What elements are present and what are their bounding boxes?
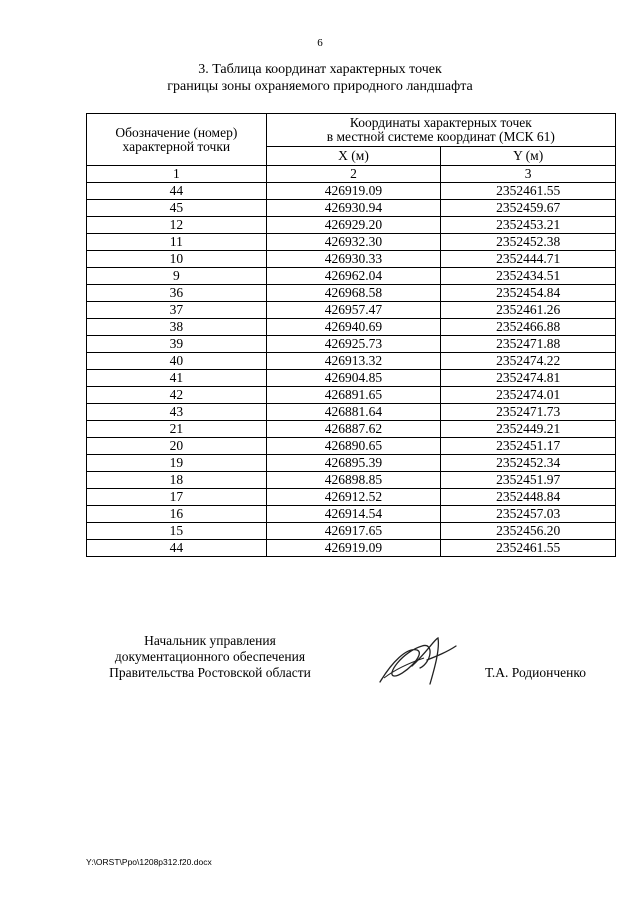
point-number: 10: [87, 251, 267, 268]
point-number: 16: [87, 506, 267, 523]
column-number: 3: [441, 166, 616, 183]
position-line: документационного обеспечения: [114, 649, 306, 664]
point-number: 9: [87, 268, 267, 285]
x-coordinate: 426929.20: [266, 217, 441, 234]
table-row: [87, 336, 616, 353]
table-row: [87, 489, 616, 506]
title-line-1: 3. Таблица координат характерных точек: [198, 62, 442, 77]
column-number: 2: [266, 166, 441, 183]
x-coordinate: 426912.52: [266, 489, 441, 506]
x-coordinate: 426932.30: [266, 234, 441, 251]
x-coordinate: 426930.94: [266, 200, 441, 217]
point-number: 44: [87, 540, 267, 557]
point-number: 40: [87, 353, 267, 370]
x-coordinate: 426968.58: [266, 285, 441, 302]
x-coordinate: 426887.62: [266, 421, 441, 438]
x-coordinate: 426919.09: [266, 183, 441, 200]
point-number: 20: [87, 438, 267, 455]
header-x: X (м): [266, 147, 441, 166]
point-number: 15: [87, 523, 267, 540]
y-coordinate: 2352453.21: [441, 217, 616, 234]
header-point-designation: [87, 114, 267, 166]
point-number: 19: [87, 455, 267, 472]
x-coordinate: 426904.85: [266, 370, 441, 387]
x-coordinate: 426895.39: [266, 455, 441, 472]
y-coordinate: 2352461.55: [441, 183, 616, 200]
header-text: Обозначение (номер): [115, 124, 238, 140]
x-coordinate: 426890.65: [266, 438, 441, 455]
title-line-2: границы зоны охраняемого природного ландшафта: [167, 79, 473, 94]
x-coordinate: 426957.47: [266, 302, 441, 319]
x-coordinate: 426962.04: [266, 268, 441, 285]
x-coordinate: 426940.69: [266, 319, 441, 336]
table-row: [87, 404, 616, 421]
y-coordinate: 2352444.71: [441, 251, 616, 268]
y-coordinate: 2352466.88: [441, 319, 616, 336]
coordinates-table: [86, 113, 616, 557]
table-row: [87, 319, 616, 336]
table-row: [87, 455, 616, 472]
table-row: [87, 200, 616, 217]
point-number: 42: [87, 387, 267, 404]
table-row: [87, 370, 616, 387]
table-row: [87, 353, 616, 370]
table-row: [87, 523, 616, 540]
signatory-name: Т.А. Родионченко: [485, 665, 586, 680]
table-row: [87, 387, 616, 404]
table-row: [87, 506, 616, 523]
y-coordinate: 2352452.38: [441, 234, 616, 251]
x-coordinate: 426919.09: [266, 540, 441, 557]
table-row: [87, 438, 616, 455]
signature-position: [95, 633, 325, 681]
y-coordinate: 2352448.84: [441, 489, 616, 506]
header-text: характерной точки: [122, 138, 231, 154]
y-coordinate: 2352474.01: [441, 387, 616, 404]
point-number: 17: [87, 489, 267, 506]
column-numbering-row: [87, 166, 616, 183]
column-number: 1: [87, 166, 267, 183]
table-row: [87, 302, 616, 319]
y-coordinate: 2352451.17: [441, 438, 616, 455]
x-coordinate: 426930.33: [266, 251, 441, 268]
y-coordinate: 2352456.20: [441, 523, 616, 540]
point-number: 43: [87, 404, 267, 421]
table-row: [87, 234, 616, 251]
x-coordinate: 426914.54: [266, 506, 441, 523]
x-coordinate: 426925.73: [266, 336, 441, 353]
x-coordinate: 426898.85: [266, 472, 441, 489]
table-row: [87, 251, 616, 268]
position-line: Начальник управления: [144, 633, 276, 648]
y-coordinate: 2352474.81: [441, 370, 616, 387]
table-row: [87, 540, 616, 557]
point-number: 36: [87, 285, 267, 302]
point-number: 38: [87, 319, 267, 336]
table-row: [87, 183, 616, 200]
point-number: 45: [87, 200, 267, 217]
point-number: 21: [87, 421, 267, 438]
y-coordinate: 2352471.88: [441, 336, 616, 353]
table-row: [87, 421, 616, 438]
header-y: Y (м): [441, 147, 616, 166]
x-coordinate: 426917.65: [266, 523, 441, 540]
y-coordinate: 2352474.22: [441, 353, 616, 370]
y-coordinate: 2352454.84: [441, 285, 616, 302]
table-row: [87, 472, 616, 489]
table-row: [87, 217, 616, 234]
handwritten-signature-icon: [372, 632, 462, 692]
y-coordinate: 2352459.67: [441, 200, 616, 217]
header-text: в местной системе координат (МСК 61): [326, 129, 555, 144]
x-coordinate: 426913.32: [266, 353, 441, 370]
table-row: [87, 268, 616, 285]
y-coordinate: 2352434.51: [441, 268, 616, 285]
document-title: [0, 61, 640, 95]
y-coordinate: 2352471.73: [441, 404, 616, 421]
point-number: 11: [87, 234, 267, 251]
page-number: 6: [317, 37, 323, 49]
table-header-row: [87, 114, 616, 147]
x-coordinate: 426881.64: [266, 404, 441, 421]
x-coordinate: 426891.65: [266, 387, 441, 404]
y-coordinate: 2352457.03: [441, 506, 616, 523]
y-coordinate: 2352461.26: [441, 302, 616, 319]
table-row: [87, 285, 616, 302]
y-coordinate: 2352452.34: [441, 455, 616, 472]
point-number: 41: [87, 370, 267, 387]
y-coordinate: 2352449.21: [441, 421, 616, 438]
y-coordinate: 2352461.55: [441, 540, 616, 557]
file-path: Y:\ORST\Ppo\1208p312.f20.docx: [86, 857, 212, 867]
point-number: 39: [87, 336, 267, 353]
header-text: Координаты характерных точек: [349, 115, 532, 130]
point-number: 44: [87, 183, 267, 200]
position-line: Правительства Ростовской области: [109, 665, 311, 680]
point-number: 12: [87, 217, 267, 234]
y-coordinate: 2352451.97: [441, 472, 616, 489]
point-number: 18: [87, 472, 267, 489]
header-coordinates: [266, 114, 615, 147]
point-number: 37: [87, 302, 267, 319]
